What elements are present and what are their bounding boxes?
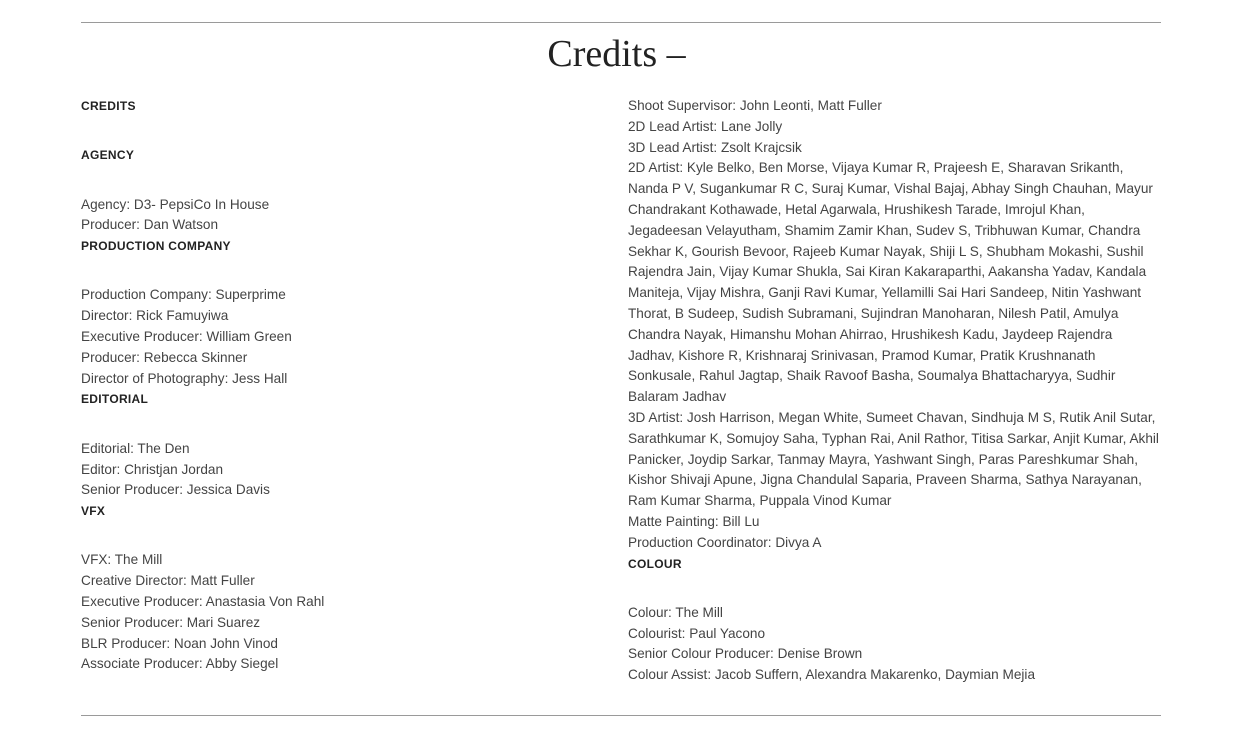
credit-line: Creative Director: Matt Fuller	[81, 573, 255, 589]
colour-heading: COLOUR	[628, 556, 682, 571]
credits-right-column	[628, 96, 1160, 686]
credit-line: VFX: The Mill	[81, 552, 163, 568]
credit-line: Producer: Rebecca Skinner	[81, 349, 248, 365]
top-divider	[81, 22, 1161, 23]
credits-left-column	[81, 96, 601, 675]
credit-line: Producer: Dan Watson	[81, 217, 219, 233]
production-company-heading: PRODUCTION COMPANY	[81, 239, 231, 254]
credit-line: Senior Producer: Mari Suarez	[81, 614, 261, 630]
agency-heading: AGENCY	[81, 148, 135, 163]
vfx-continued-section	[628, 96, 1160, 554]
credit-line: 2D Artist: Kyle Belko, Ben Morse, Vijaya Kumar R, Prajeesh E, Sharavan Srikanth, Nanda P V, Sugankumar R C, Suraj Kumar, Vishal Bajaj, Abhay Singh Chauhan, Mayur Chandrakant Kothawade, Hetal Agarwala, Hrushikesh Tarade, Imrojul Khan, Jegadeesan Velayutham, Shamim Zamir Khan, Sudev S, Tribhuwan Kumar, Chandra Sekhar K, Gourish Bevoor, Rajeeb Kumar Nayak, Shiji L S, Shubham Mokashi, Sushil Rajendra Jain, Vijay Kumar Shukla, Sai Kiran Kakaraparthi, Aakansha Yadav, Kandala Maniteja, Vijay Mishra, Ganji Ravi Kumar, Yellamilli Sai Hari Sandeep, Nitin Yashwant Thorat, B Sudeep, Sudish Subramani, Sujindran Manoharan, Nilesh Patil, Amulya Chandra Nayak, Himanshu Mohan Ahirrao, Hrushikesh Kadu, Jaydeep Rajendra Jadhav, Kishore R, Krishnaraj Srinivasan, Pramod Kumar, Pratik Krushnanath Sonkusale, Rahul Jagtap, Shaik Ravoof Basha, Soumalya Bhattacharyya, Sudhir Balaram Jadhav	[628, 160, 1153, 405]
credit-line: BLR Producer: Noan John Vinod	[81, 635, 278, 651]
vfx-section	[81, 550, 601, 675]
credit-line: Senior Colour Producer: Denise Brown	[628, 646, 863, 662]
credit-line: Director of Photography: Jess Hall	[81, 370, 288, 386]
editorial-section	[81, 439, 601, 501]
credit-line: Agency: D3- PepsiCo In House	[81, 196, 270, 212]
bottom-divider	[81, 715, 1161, 716]
credit-line: Executive Producer: Anastasia Von Rahl	[81, 594, 325, 610]
vfx-heading: VFX	[81, 504, 106, 519]
credit-line: Associate Producer: Abby Siegel	[81, 656, 279, 672]
credit-line: Matte Painting: Bill Lu	[628, 513, 760, 529]
credit-line: Director: Rick Famuyiwa	[81, 308, 229, 324]
credit-line: Colour: The Mill	[628, 604, 723, 620]
credit-line: Colour Assist: Jacob Suffern, Alexandra Makarenko, Daymian Mejia	[628, 667, 1036, 683]
credit-line: Colourist: Paul Yacono	[628, 625, 766, 641]
credit-line: Production Company: Superprime	[81, 287, 286, 303]
agency-section	[81, 195, 601, 237]
credit-line: 3D Lead Artist: Zsolt Krajcsik	[628, 139, 802, 155]
production-company-section	[81, 285, 601, 389]
credits-heading: CREDITS	[81, 99, 136, 113]
editorial-heading: EDITORIAL	[81, 392, 149, 407]
credit-line: Shoot Supervisor: John Leonti, Matt Fuller	[628, 98, 882, 113]
credit-line: Senior Producer: Jessica Davis	[81, 482, 270, 498]
credit-line: Editor: Christjan Jordan	[81, 461, 224, 477]
credit-line: 2D Lead Artist: Lane Jolly	[628, 118, 783, 134]
colour-section	[628, 603, 1160, 686]
credit-line: 3D Artist: Josh Harrison, Megan White, Sumeet Chavan, Sindhuja M S, Rutik Anil Sutar, Sarathkumar K, Somujoy Saha, Typhan Rai, Anil Rathor, Titisa Sarkar, Anjit Kumar, Akhil Panicker, Joydip Sarkar, Tanmay Mayra, Yashwant Singh, Paras Pareshkumar Shah, Kishor Shivaji Apune, Jigna Chandulal Saparia, Praveen Sharma, Sathya Narayanan, Ram Kumar Sharma, Puppala Vinod Kumar	[628, 409, 1159, 509]
page-title: Credits –	[547, 33, 686, 75]
credit-line: Editorial: The Den	[81, 440, 190, 456]
credit-line: Production Coordinator: Divya A	[628, 534, 822, 550]
credit-line: Executive Producer: William Green	[81, 329, 292, 345]
